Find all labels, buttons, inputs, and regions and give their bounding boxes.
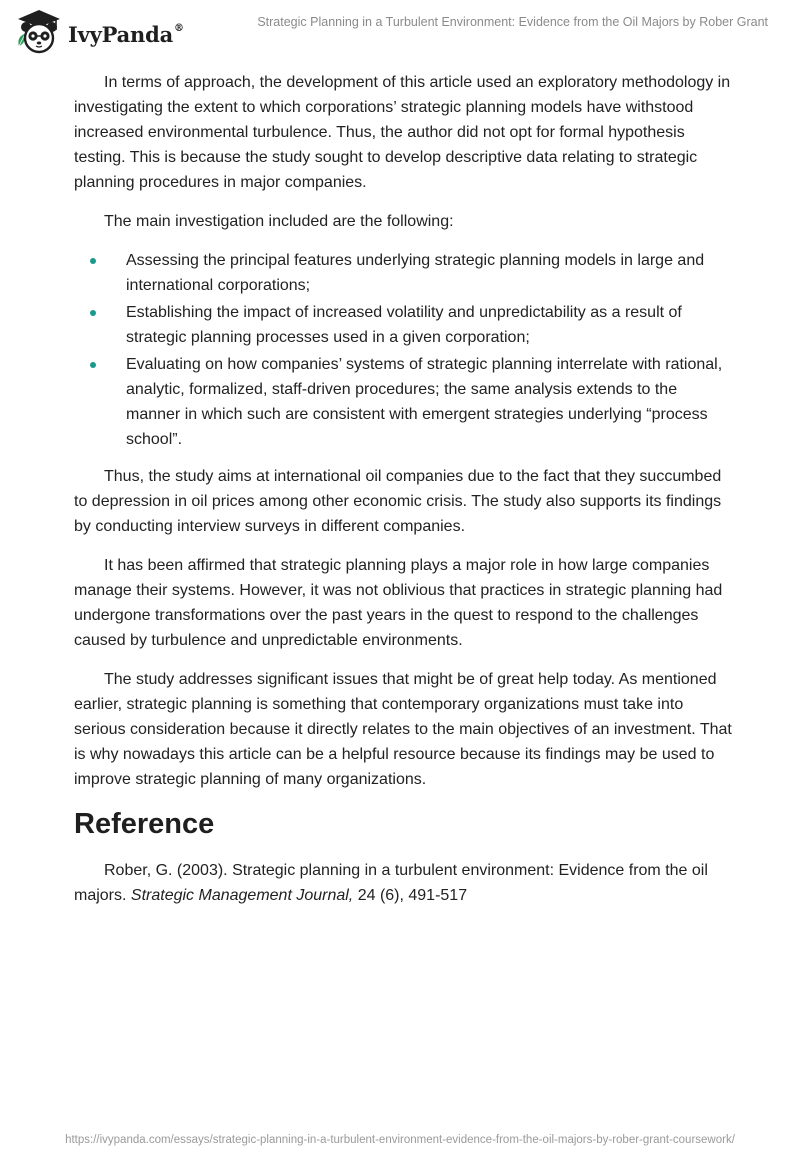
brand-name: IvyPanda® [68, 21, 184, 47]
investigation-list [74, 248, 734, 452]
paragraph-significance: The study addresses significant issues that might be of great help today. As mentioned earlier, strategic planning is something that contemporary organizations must take into serious consideration because it directly relates to the main objectives of an investment. That is why nowadays this article can be a helpful resource because its findings may be used to improve strategic planning of many organizations. [74, 671, 732, 788]
citation-text: Rober, G. (2003). Strategic planning in a turbulent environment: Evidence from the oil majors. [74, 862, 708, 904]
reference-heading: Reference [74, 808, 215, 840]
list-item [74, 352, 734, 452]
paragraph-investigation-intro: The main investigation included are the following: [104, 213, 454, 230]
page-header [0, 0, 800, 70]
reference-citation [74, 858, 734, 908]
list-item [74, 248, 734, 298]
article-body [74, 70, 734, 922]
document-title: Strategic Planning in a Turbulent Environment: Evidence from the Oil Majors by Rober Grant [257, 15, 768, 29]
citation-details: 24 (6), 491-517 [353, 887, 468, 904]
bullet-icon [90, 310, 96, 316]
footer-url[interactable]: https://ivypanda.com/essays/strategic-planning-in-a-turbulent-environment-evidence-from-the-oil-majors-by-rober-grant-coursework/ [65, 1134, 735, 1146]
paragraph-approach: In terms of approach, the development of this article used an exploratory methodology in investigating the extent to which corporations’ strategic planning models have withstood increased environmental turbulence. Thus, the author did not opt for formal hypothesis testing. This is because the study sought to develop descriptive data relating to strategic planning procedures in major companies. [74, 74, 731, 191]
paragraph-strategic-role: It has been affirmed that strategic planning plays a major role in how large companies manage their systems. However, it was not oblivious that practices in strategic planning had undergone transformations over the past years in the quest to respond to the challenges caused by turbulence and unpredictable environments. [74, 557, 723, 649]
paragraph-oil-companies: Thus, the study aims at international oil companies due to the fact that they succumbed to depression in oil prices among other economic crisis. The study also supports its findings by conducting interview surveys in different companies. [74, 468, 722, 535]
panda-graduate-icon [14, 8, 64, 56]
registered-mark: ® [174, 22, 184, 34]
list-item [74, 300, 734, 350]
bullet-icon [90, 362, 96, 368]
bullet-icon [90, 258, 96, 264]
list-item-text: Establishing the impact of increased volatility and unpredictability as a result of strategic planning processes used in a given corporation; [126, 304, 682, 346]
list-item-text: Assessing the principal features underlying strategic planning models in large and international corporations; [126, 252, 705, 294]
ivypanda-logo[interactable] [14, 8, 184, 56]
journal-title: Strategic Management Journal, [130, 887, 354, 904]
list-item-text: Evaluating on how companies’ systems of strategic planning interrelate with rational, analytic, formalized, staff-driven procedures; the same analysis extends to the manner in which such are consistent with emergent strategies underlying “process school”. [126, 356, 723, 448]
